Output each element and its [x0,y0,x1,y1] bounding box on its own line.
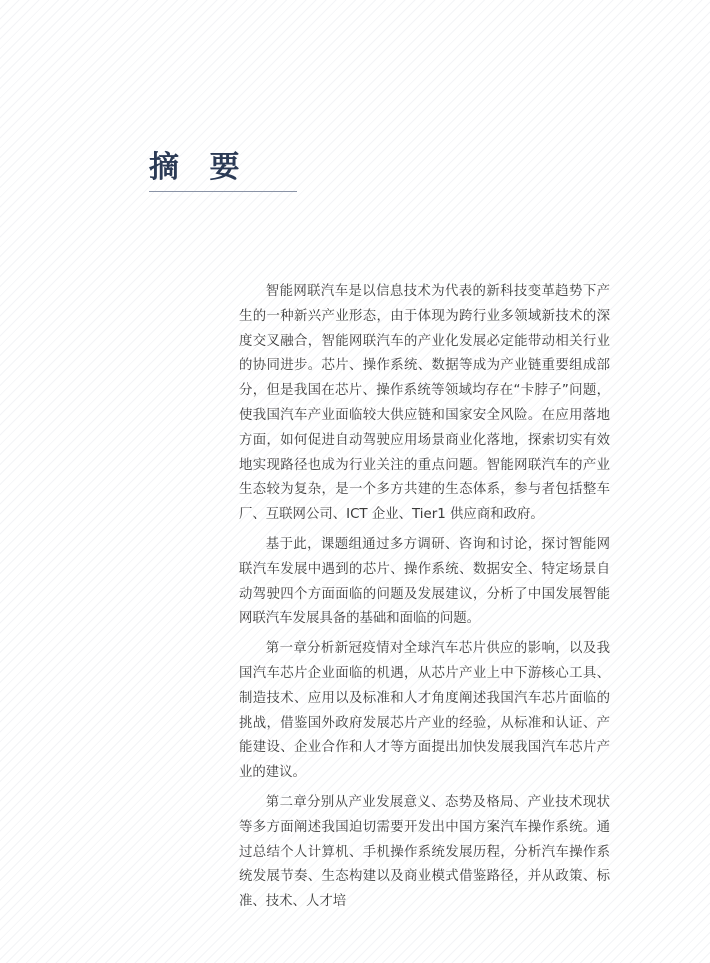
paragraph-3: 第一章分析新冠疫情对全球汽车芯片供应的影响，以及我国汽车芯片企业面临的机遇，从芯片产业上中下游核心工具、制造技术、应用以及标准和人才角度阐述我国汽车芯片面临的挑战，借鉴国外政府发展芯片产业的经验，从标准和认证、产能建设、企业合作和人才等方面提出加快发展我国汽车芯片产业的建议。 [239,641,610,781]
page-title: 摘 要 [149,150,250,185]
paragraph-2: 基于此，课题组通过多方调研、咨询和讨论，探讨智能网联汽车发展中遇到的芯片、操作系统、数据安全、特定场景自动驾驶四个方面面临的问题及发展建议，分析了中国发展智能网联汽车发展具备的基础和面临的问题。 [239,536,610,627]
paragraph-4: 第二章分别从产业发展意义、态势及格局、产业技术现状等多方面阐述我国迫切需要开发出中国方案汽车操作系统。通过总结个人计算机、手机操作系统发展历程，分析汽车操作系统发展节奏、生态构建以及商业模式借鉴路径，并从政策、标准、技术、人才培 [239,794,610,910]
paragraph-1: 智能网联汽车是以信息技术为代表的新科技变革趋势下产生的一种新兴产业形态，由于体现为跨行业多领域新技术的深度交叉融合，智能网联汽车的产业化发展必定能带动相关行业的协同进步。芯片、操作系统、数据等成为产业链重要组成部分，但是我国在芯片、操作系统等领域均存在“卡脖子”问题，使我国汽车产业面临较大供应链和国家安全风险。在应用落地方面，如何促进自动驾驶应用场景商业化落地，探索切实有效地实现路径也成为行业关注的重点问题。智能网联汽车的产业生态较为复杂，是一个多方共建的生态体系，参与者包括整车厂、互联网公司、ICT 企业、Tier1 供应商和政府。 [239,284,610,523]
title-underline [149,191,297,192]
abstract-body [239,280,610,920]
